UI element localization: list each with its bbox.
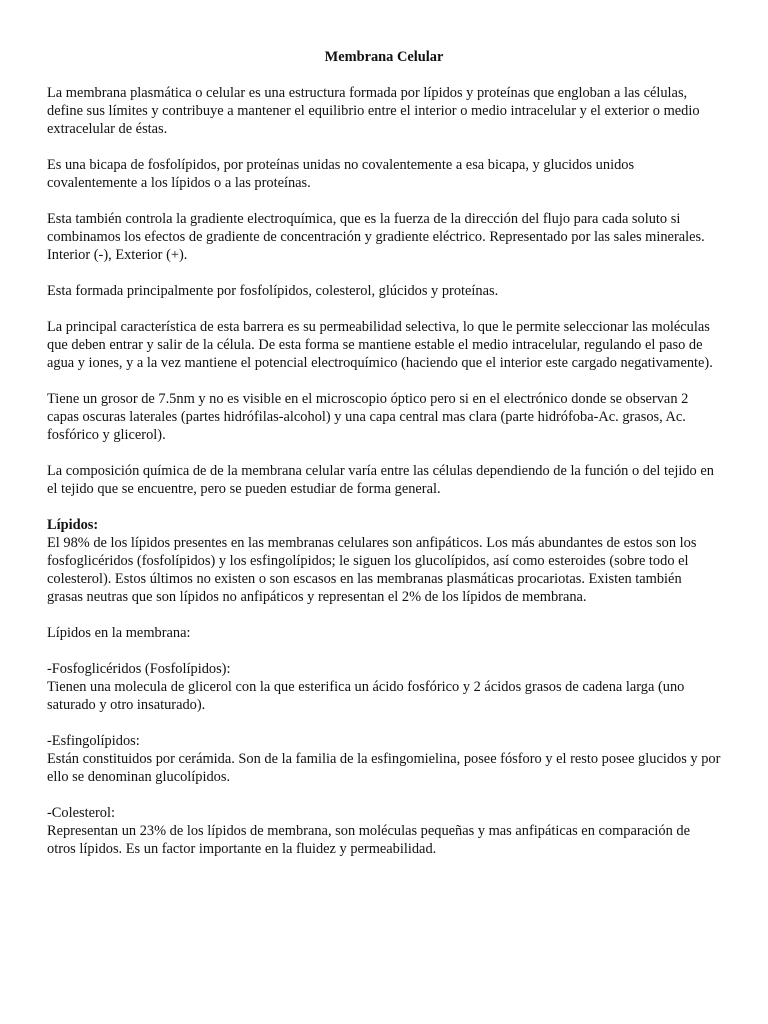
paragraph-composicion-quimica: La composición química de de la membrana celular varía entre las células dependiendo de la función o del tejido en el tejido que se encuentre, pero se pueden estudiar de forma general. xyxy=(47,463,714,497)
paragraph-permeabilidad: La principal característica de esta barrera es su permeabilidad selectiva, lo que le permite seleccionar las moléculas que deben entrar y salir de la célula. De esta forma se mantiene estable el medio intracelular, regulando el paso de agua y iones, y a la vez mantiene el potencial electroquímico (haciendo que el interior este cargado negativamente). xyxy=(47,319,713,371)
lipidos-membrana-label: Lípidos en la membrana: xyxy=(47,625,191,641)
colesterol-heading: -Colesterol: xyxy=(47,805,115,821)
paragraph-gradiente: Esta también controla la gradiente electroquímica, que es la fuerza de la dirección del flujo para cada soluto si combinamos los efectos de gradiente de concentración y gradiente eléctrico. Representado por las sales minerales. Interior (-), Exterior (+). xyxy=(47,211,705,263)
paragraph-composicion-principal: Esta formada principalmente por fosfolípidos, colesterol, glúcidos y proteínas. xyxy=(47,283,499,299)
fosfogliceridos-text: Tienen una molecula de glicerol con la que esterifica un ácido fosfórico y 2 ácidos grasos de cadena larga (uno saturado y otro insaturado). xyxy=(47,679,685,713)
fosfogliceridos-heading: -Fosfoglicéridos (Fosfolípidos): xyxy=(47,661,231,677)
lipidos-heading: Lípidos: xyxy=(47,517,99,533)
colesterol-text: Representan un 23% de los lípidos de membrana, son moléculas pequeñas y mas anfipáticas en comparación de otros lípidos. Es un factor importante en la fluidez y permeabilidad. xyxy=(47,823,690,857)
lipidos-paragraph: El 98% de los lípidos presentes en las membranas celulares son anfipáticos. Los más abundantes de estos son los fosfoglicéridos (fosfolípidos) y los esfingolípidos; le siguen los glucolípidos, así como esteroides (sobre todo el colesterol). Estos últimos no existen o son escasos en las membranas plasmáticas procariotas. Existen también grasas neutras que son lípidos no anfipáticos y representan el 2% de los lípidos de membrana. xyxy=(47,535,697,605)
paragraph-grosor: Tiene un grosor de 7.5nm y no es visible en el microscopio óptico pero si en el electrónico donde se observan 2 capas oscuras laterales (partes hidrófilas-alcohol) y una capa central mas clara (parte hidrófoba-Ac. grasos, Ac. fosfórico y glicerol). xyxy=(47,391,689,443)
paragraph-intro: La membrana plasmática o celular es una estructura formada por lípidos y proteínas que engloban a las células, define sus límites y contribuye a mantener el equilibrio entre el interior o medio intracelular y el exterior o medio extracelular de éstas. xyxy=(47,85,700,137)
paragraph-bicapa: Es una bicapa de fosfolípidos, por proteínas unidas no covalentemente a esa bicapa, y glucidos unidos covalentemente a los lípidos o a las proteínas. xyxy=(47,157,635,191)
esfingolipidos-text: Están constituidos por cerámida. Son de la familia de la esfingomielina, posee fósforo y el resto posee glucidos y por ello se denominan glucolípidos. xyxy=(47,751,721,785)
esfingolipidos-heading: -Esfingolípidos: xyxy=(47,733,140,749)
document-title: Membrana Celular xyxy=(324,49,444,65)
